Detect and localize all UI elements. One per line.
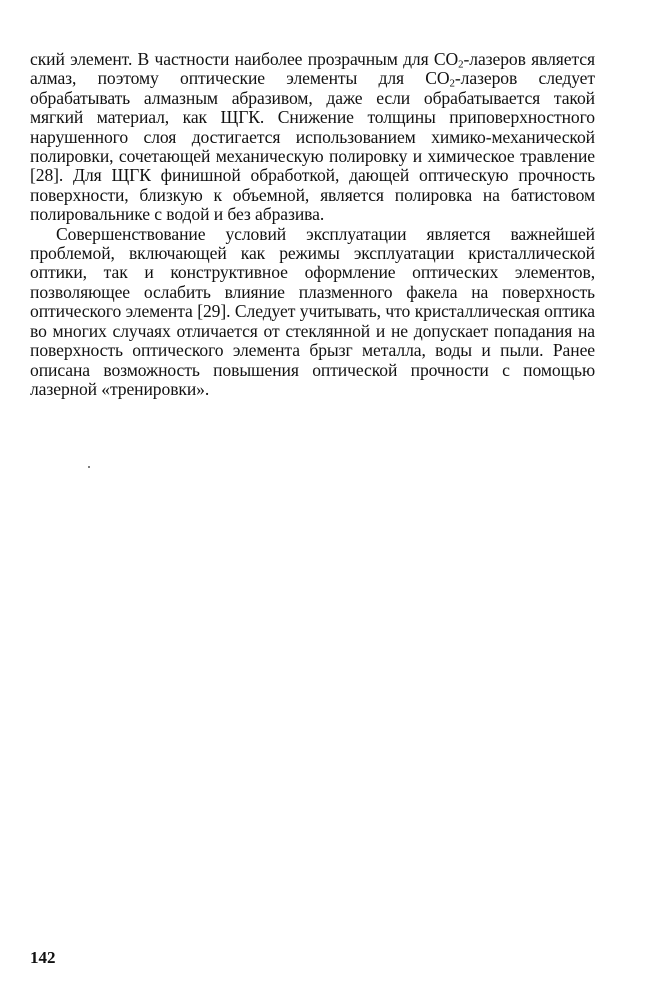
page-number: 142 [30,948,56,967]
paragraph-1-part-1: ский элемент. В частности наиболее прозрачным для CO [30,49,459,69]
co2-subscript-1: 2 [458,58,464,71]
paragraph-2: Совершенствование условий эксплуатации является важнейшей проблемой, включающей как режимы эксплуатации кристаллической оптики, так и конструктивное оформление оптических элементов, позволяющее ослабить влияние плазменного факела на поверхность оптического элемента [29]. Следует учитывать, что кристаллическая оптика во многих случаях отличается от стеклянной и не допускает попадания на поверхность оптического элемента брызг металла, воды и пыли. Ранее описана возможность повышения оптической прочности с помощью лазерной «тренировки». [30,223,595,399]
paragraph-1-part-3: -лазеров следует обрабатывать алмазным абразивом, даже если обрабатывается такой мягкий материал, как ЩГК. Снижение толщины приповерхностного нарушенного слоя достигается использованием химико-механической полировки, сочетающей механическую полировку и химическое травление [28]. Для ЩГК финишной обработкой, дающей оптическую прочность поверхности, близкую к объемной, является полировка на батистовом полировальнике с водой и без абразива. [30,68,595,225]
scan-speck [88,466,90,468]
paragraph-1-part-2: -лазеров является алмаз, поэтому оптические элементы для CO [30,49,595,89]
paragraph-1 [30,50,595,225]
page-body [30,50,595,399]
co2-subscript-2: 2 [449,77,455,90]
